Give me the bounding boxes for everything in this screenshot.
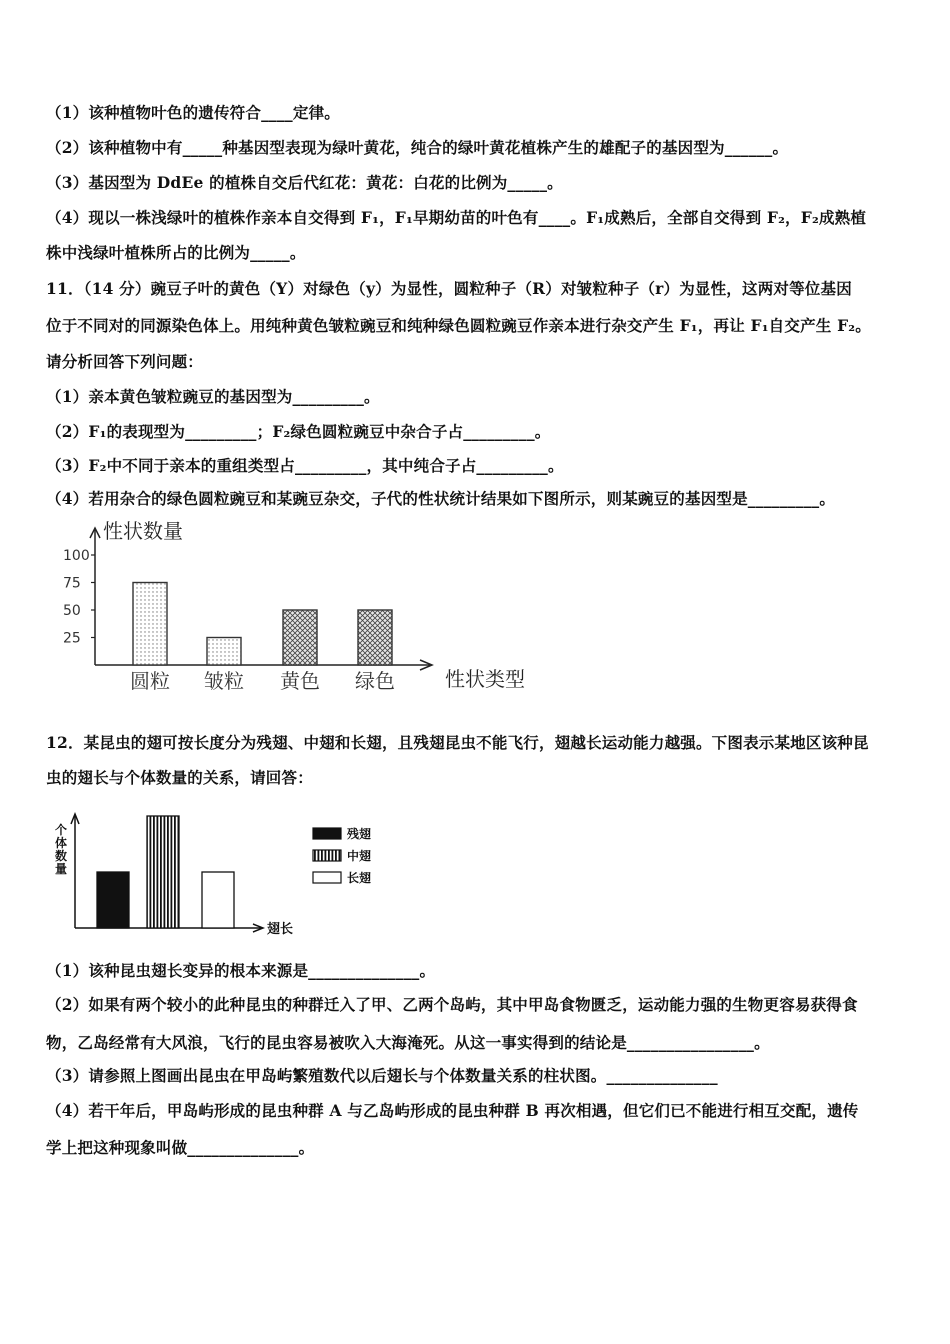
chart1-bar-1	[207, 638, 241, 666]
q12-line-4: （2）如果有两个较小的此种昆虫的种群迁入了甲、乙两个岛屿，其中甲岛食物匮乏，运动能力强的生物更容易获得食	[46, 995, 858, 1014]
chart1-category-label: 皱粒	[204, 669, 244, 693]
q10-line-3: （3）基因型为 DdEe 的植株自交后代红花：黄花：白花的比例为_____。	[46, 173, 563, 192]
chart2-bar-1	[147, 816, 179, 928]
chart1-category-label: 黄色	[280, 669, 320, 693]
chart1-tick-label: 75	[63, 575, 81, 592]
chart2-ylabel	[55, 822, 67, 876]
wing-length-chart	[55, 808, 395, 938]
q10-line-1: （1）该种植物叶色的遗传符合____定律。	[46, 103, 340, 122]
chart2-legend-label: 中翅	[347, 849, 372, 863]
chart2-ylabel-char: 个	[55, 823, 68, 837]
chart1-category-label: 圆粒	[130, 669, 170, 693]
chart2-bar-0	[97, 872, 129, 928]
q11-line-7: （4）若用杂合的绿色圆粒豌豆和某豌豆杂交，子代的性状统计结果如下图所示，则某豌豆的基因型是_________。	[46, 489, 836, 508]
q12-line-2: 虫的翅长与个体数量的关系，请回答：	[46, 768, 313, 787]
chart1-ylabel: 性状数量	[103, 519, 183, 543]
q12-line-5: 物，乙岛经常有大风浪，飞行的昆虫容易被吹入大海淹死。从这一事实得到的结论是________________。	[46, 1033, 770, 1052]
q12-line-3: （1）该种昆虫翅长变异的根本来源是______________。	[46, 961, 436, 980]
q10-line-2: （2）该种植物中有_____种基因型表现为绿叶黄花，纯合的绿叶黄花植株产生的雄配子的基因型为______。	[46, 138, 789, 157]
chart2-legend-swatch	[313, 872, 341, 883]
chart2-ylabel-char: 量	[55, 862, 68, 876]
q11-line-4: （1）亲本黄色皱粒豌豆的基因型为_________。	[46, 387, 380, 406]
chart1-bar-2	[283, 610, 317, 665]
chart1-tick-label: 25	[63, 630, 81, 647]
trait-bar-chart	[55, 518, 555, 703]
q12-line-8: 学上把这种现象叫做______________。	[46, 1138, 315, 1157]
q10-line-5: 株中浅绿叶植株所占的比例为_____。	[46, 243, 306, 262]
q11-line-1: 11．（14 分）豌豆子叶的黄色（Y）对绿色（y）为显性，圆粒种子（R）对皱粒种子（r）为显性，这两对等位基因	[46, 279, 852, 298]
q12-line-6: （3）请参照上图画出昆虫在甲岛屿繁殖数代以后翅长与个体数量关系的柱状图。______________	[46, 1066, 718, 1085]
chart2-legend-label: 残翅	[347, 827, 372, 841]
q11-line-5: （2）F₁的表现型为_________；F₂绿色圆粒豌豆中杂合子占_________。	[46, 422, 551, 441]
q10-line-4: （4）现以一株浅绿叶的植株作亲本自交得到 F₁，F₁早期幼苗的叶色有____。F₁成熟后，全部自交得到 F₂，F₂成熟植	[46, 208, 867, 227]
chart2-legend-swatch	[313, 850, 341, 861]
chart2-bar-2	[202, 872, 234, 928]
chart1-bar-3	[358, 610, 392, 665]
chart2-ylabel-char: 体	[55, 836, 68, 850]
q12-line-1: 12．某昆虫的翅可按长度分为残翅、中翅和长翅，且残翅昆虫不能飞行，翅越长运动能力越强。下图表示某地区该种昆	[46, 733, 869, 752]
chart2-legend-swatch	[313, 828, 341, 839]
chart2-legend-label: 长翅	[347, 871, 372, 885]
q11-line-2: 位于不同对的同源染色体上。用纯种黄色皱粒豌豆和纯种绿色圆粒豌豆作亲本进行杂交产生 F₁，再让 F₁自交产生 F₂。	[46, 316, 871, 335]
chart1-category-label: 绿色	[355, 669, 395, 693]
chart1-xlabel: 性状类型	[445, 667, 525, 691]
chart1-bar-0	[133, 583, 167, 666]
q11-line-3: 请分析回答下列问题：	[46, 352, 204, 371]
chart1-tick-label: 50	[63, 603, 81, 619]
q12-line-7: （4）若干年后，甲岛屿形成的昆虫种群 A 与乙岛屿形成的昆虫种群 B 再次相遇，但它们已不能进行相互交配，遗传	[46, 1101, 859, 1120]
q11-line-6: （3）F₂中不同于亲本的重组类型占_________，其中纯合子占_________。	[46, 456, 564, 475]
chart1-tick-label: 100	[63, 548, 90, 564]
chart2-ylabel-char: 数	[55, 849, 68, 863]
chart2-xlabel: 翅长	[267, 922, 294, 937]
